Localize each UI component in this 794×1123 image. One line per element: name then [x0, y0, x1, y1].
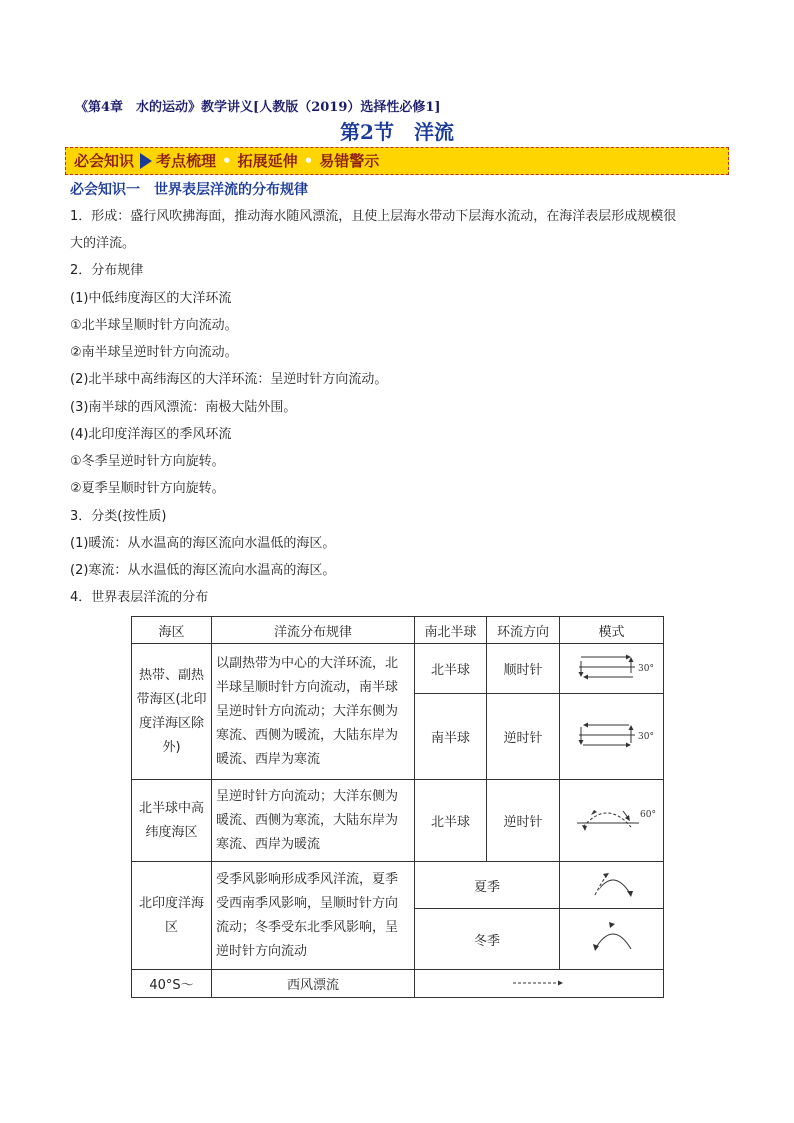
- body-line: ①北半球呈顺时针方向流动。: [70, 318, 238, 333]
- body-line: 1．形成：盛行风吹拂海面，推动海水随风漂流，且使上层海水带动下层海水流动，在海洋表层形成规模很: [70, 209, 677, 224]
- pattern-cell: [560, 909, 664, 970]
- latitude-label: 30°: [637, 731, 654, 742]
- winter-monsoon-current-diagram: [567, 915, 657, 959]
- season-cell: 夏季: [415, 862, 560, 909]
- counterclockwise-gyre-diagram: [567, 713, 657, 757]
- latitude-label: 30°: [637, 663, 654, 674]
- season-cell: 冬季: [415, 909, 560, 970]
- banner-part-3: 拓展延伸: [237, 152, 298, 170]
- table-header-row: [132, 617, 664, 644]
- rule-cell: 呈逆时针方向流动；大洋东侧为暖流、西侧为寒流，大陆东岸为寒流、西岸为暖流: [212, 780, 415, 862]
- section-banner: [65, 147, 729, 175]
- body-line: (1)中低纬度海区的大洋环流: [70, 291, 232, 306]
- banner-part-1: 必会知识: [74, 152, 135, 170]
- pattern-cell: [560, 644, 664, 694]
- body-line: (2)北半球中高纬海区的大洋环流：呈逆时针方向流动。: [70, 372, 388, 387]
- play-triangle-icon: [140, 153, 152, 169]
- rule-cell: 以副热带为中心的大洋环流，北半球呈顺时针方向流动，南半球呈逆时针方向流动；大洋东侧为寒流、西侧为暖流，大陆东岸为暖流、西岸为寒流: [212, 644, 415, 780]
- clockwise-gyre-diagram: [567, 647, 657, 687]
- doc-header: 《第4章 水的运动》教学讲义[人教版（2019）选择性必修1]: [75, 100, 441, 115]
- body-line: (4)北印度洋海区的季风环流: [70, 427, 232, 442]
- hemisphere-cell: 北半球: [415, 644, 487, 694]
- pattern-cell: [560, 862, 664, 909]
- region-cell: 北印度洋海区: [132, 862, 212, 970]
- west-wind-drift-diagram: [509, 975, 569, 989]
- table-header: 环流方向: [487, 617, 560, 644]
- body-line: 2．分布规律: [70, 263, 144, 278]
- direction-cell: 逆时针: [487, 780, 560, 862]
- page-title: 第2节 洋流: [340, 120, 454, 144]
- table-header: 洋流分布规律: [212, 617, 415, 644]
- table-row: [132, 862, 664, 909]
- body-line: ②南半球呈逆时针方向流动。: [70, 345, 238, 360]
- region-cell: 40°S～: [132, 970, 212, 998]
- pattern-cell: [560, 694, 664, 780]
- body-line: 大的洋流。: [70, 236, 136, 251]
- banner-sep-1: •: [222, 152, 232, 170]
- table-row: [132, 644, 664, 694]
- pattern-cell: [415, 970, 664, 998]
- region-cell: 热带、副热带海区(北印度洋海区除外): [132, 644, 212, 780]
- summer-monsoon-current-diagram: [567, 863, 657, 903]
- latitude-label: 60°: [639, 809, 656, 820]
- rule-cell: 西风漂流: [212, 970, 415, 998]
- table-header: 南北半球: [415, 617, 487, 644]
- body-line: ①冬季呈逆时针方向旋转。: [70, 454, 225, 469]
- table-row: [132, 970, 664, 998]
- direction-cell: 逆时针: [487, 694, 560, 780]
- rule-cell: 受季风影响形成季风洋流，夏季受西南季风影响，呈顺时针方向流动；冬季受东北季风影响，呈逆时针方向流动: [212, 862, 415, 970]
- direction-cell: 顺时针: [487, 644, 560, 694]
- banner-part-2: 考点梳理: [156, 152, 217, 170]
- table-header: 海区: [132, 617, 212, 644]
- section-subheading: 必会知识一 世界表层洋流的分布规律: [70, 182, 308, 198]
- banner-part-4: 易错警示: [319, 152, 380, 170]
- table-row: [132, 780, 664, 862]
- body-line: (2)寒流：从水温低的海区流向水温高的海区。: [70, 563, 336, 578]
- subpolar-gyre-diagram: [567, 797, 657, 841]
- body-line: (3)南半球的西风漂流：南极大陆外围。: [70, 400, 297, 415]
- ocean-current-table: [131, 616, 664, 998]
- pattern-cell: [560, 780, 664, 862]
- region-cell: 北半球中高纬度海区: [132, 780, 212, 862]
- table-header: 模式: [560, 617, 664, 644]
- body-line: (1)暖流：从水温高的海区流向水温低的海区。: [70, 536, 336, 551]
- body-line: 3．分类(按性质): [70, 509, 167, 524]
- banner-sep-2: •: [303, 152, 314, 170]
- body-line: 4．世界表层洋流的分布: [70, 590, 209, 605]
- body-line: ②夏季呈顺时针方向旋转。: [70, 481, 225, 496]
- hemisphere-cell: 南半球: [415, 694, 487, 780]
- hemisphere-cell: 北半球: [415, 780, 487, 862]
